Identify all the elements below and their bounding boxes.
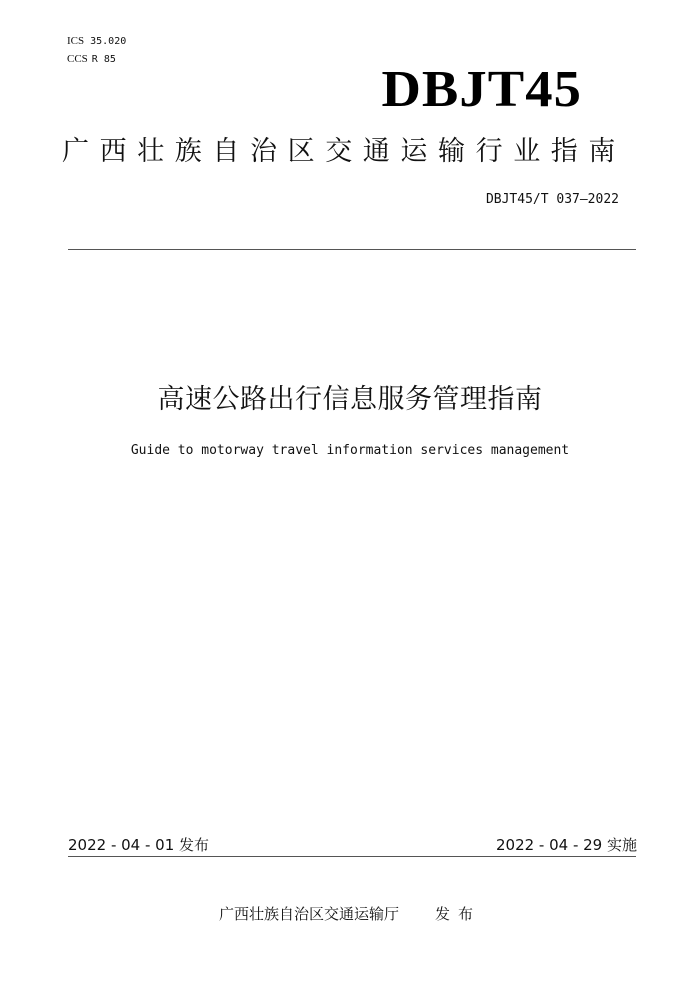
ccs-value: R 85 xyxy=(91,54,116,65)
ics-label: ICS xyxy=(67,35,85,47)
publisher-name: 广西壮族自治区交通运输厅 xyxy=(218,905,399,923)
top-divider xyxy=(68,249,636,250)
publisher-line xyxy=(0,904,700,924)
ccs-label: CCS xyxy=(67,53,88,65)
standard-number: DBJT45/T 037—2022 xyxy=(485,192,619,207)
ics-code xyxy=(67,35,126,48)
standard-logo: DBJT45 xyxy=(381,61,582,118)
ccs-code xyxy=(67,53,116,66)
release-date: 2022 - 04 - 01 发布 xyxy=(68,836,210,854)
publish-action: 发布 xyxy=(435,905,482,923)
document-subtitle-en: Guide to motorway travel information services management xyxy=(130,443,570,458)
ics-value: 35.020 xyxy=(90,36,127,47)
organization-title: 广西壮族自治区交通运输行业指南 xyxy=(62,136,626,167)
document-title: 高速公路出行信息服务管理指南 xyxy=(157,384,543,415)
bottom-divider xyxy=(68,856,636,857)
implementation-date: 2022 - 04 - 29 实施 xyxy=(495,836,637,854)
